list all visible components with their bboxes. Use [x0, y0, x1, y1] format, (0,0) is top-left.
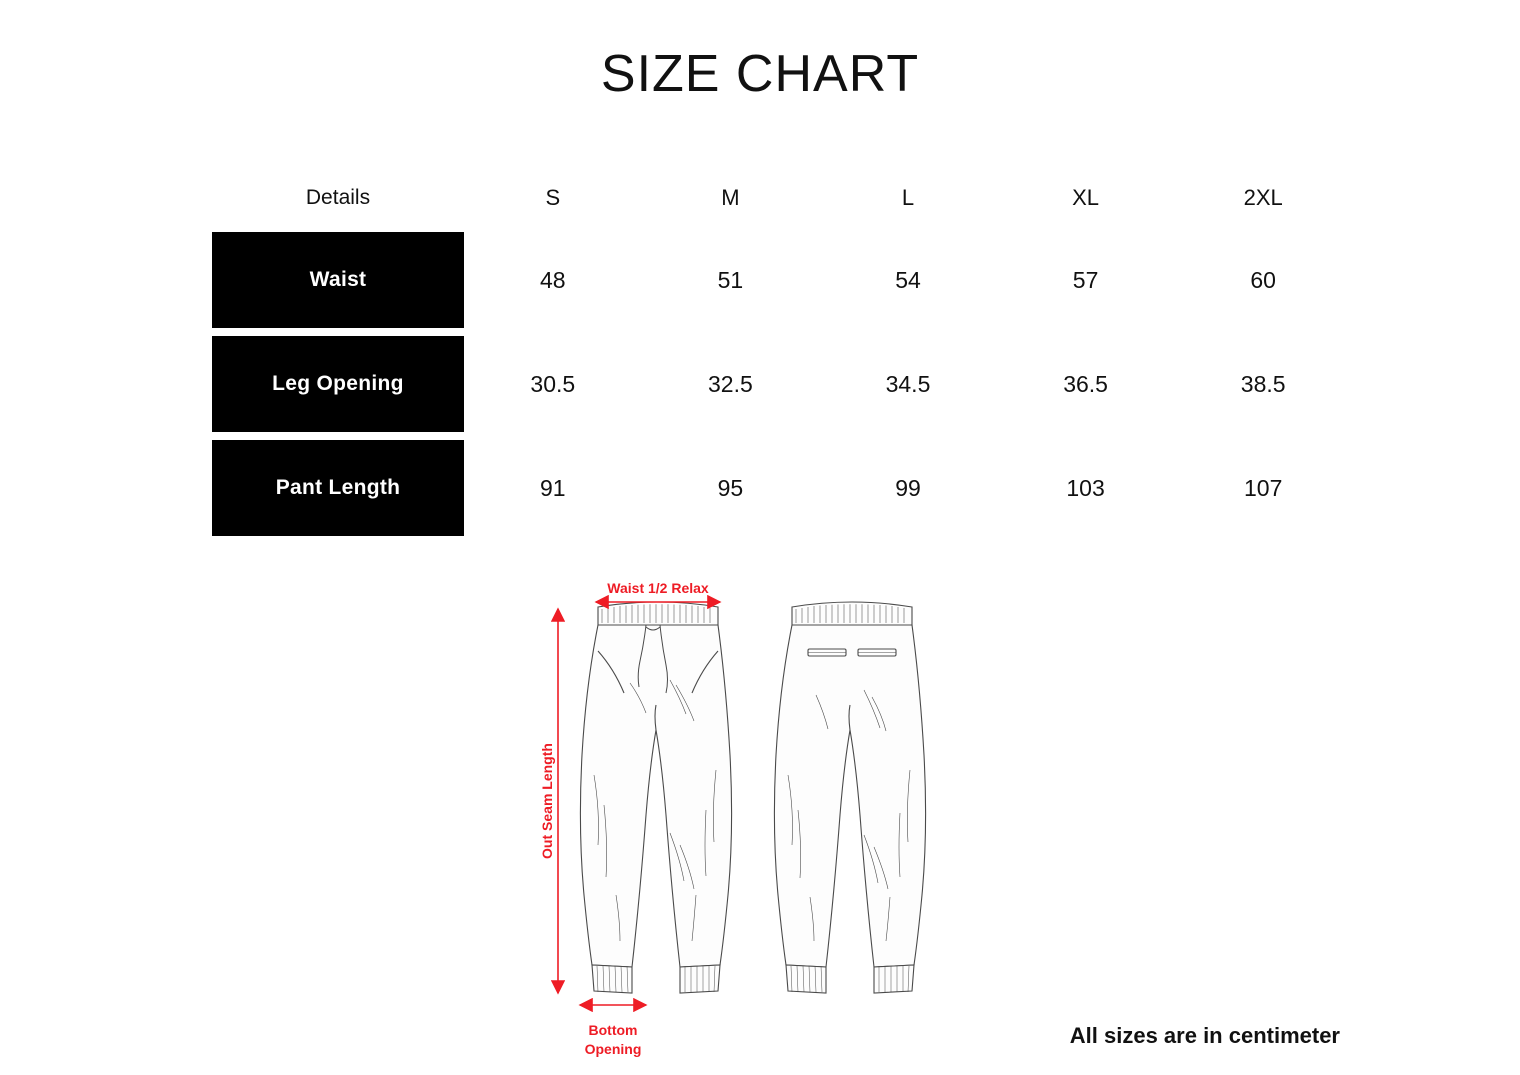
- back-pant-illustration: [774, 602, 925, 993]
- cell-pant-length-2xl: 107: [1243, 474, 1283, 501]
- cell-waist-l: 54: [895, 266, 921, 293]
- front-pant-illustration: [580, 602, 731, 993]
- cell-waist-xl: 57: [1072, 266, 1099, 293]
- cell-leg-opening-l: 34.5: [885, 370, 931, 397]
- cell-leg-opening-2xl: 38.5: [1240, 370, 1286, 397]
- jogger-technical-drawing: [520, 565, 990, 1065]
- cell-pant-length-m: 95: [717, 474, 744, 501]
- cell-pant-length-xl: 103: [1066, 474, 1105, 501]
- row-spacer: [212, 224, 1352, 232]
- table-row: [212, 440, 1352, 536]
- bottom-opening-label-line1: Bottom: [588, 1022, 638, 1038]
- column-header-2xl: 2XL: [1243, 185, 1283, 210]
- column-header-l: L: [901, 185, 915, 210]
- row-label-pant-length: Pant Length: [212, 440, 464, 536]
- row-spacer: [212, 328, 1352, 336]
- row-label-waist: Waist: [212, 232, 464, 328]
- row-label-leg-opening: Leg Opening: [212, 336, 464, 432]
- row-spacer: [212, 432, 1352, 440]
- page-title: SIZE CHART: [600, 45, 920, 103]
- cell-leg-opening-m: 32.5: [708, 370, 753, 397]
- units-footnote: All sizes are in centimeter: [1069, 1023, 1340, 1048]
- cell-pant-length-s: 91: [540, 474, 566, 501]
- table-row: [212, 336, 1352, 432]
- size-chart-table: [212, 172, 1352, 536]
- cell-waist-m: 51: [717, 266, 744, 293]
- cell-waist-2xl: 60: [1250, 266, 1276, 293]
- table-header-row: [212, 172, 1352, 224]
- column-header-details: Details: [305, 186, 371, 209]
- outseam-measure-label: Out Seam Length: [539, 743, 555, 859]
- cell-leg-opening-s: 30.5: [530, 370, 576, 397]
- cell-pant-length-l: 99: [895, 474, 921, 501]
- table-row: [212, 232, 1352, 328]
- bottom-opening-label-line2: Opening: [584, 1041, 642, 1057]
- column-header-xl: XL: [1072, 185, 1100, 210]
- column-header-s: S: [545, 185, 561, 210]
- cell-waist-s: 48: [540, 266, 566, 293]
- cell-leg-opening-xl: 36.5: [1063, 370, 1108, 397]
- waist-measure-label: Waist 1/2 Relax: [607, 580, 709, 596]
- column-header-m: M: [721, 185, 740, 210]
